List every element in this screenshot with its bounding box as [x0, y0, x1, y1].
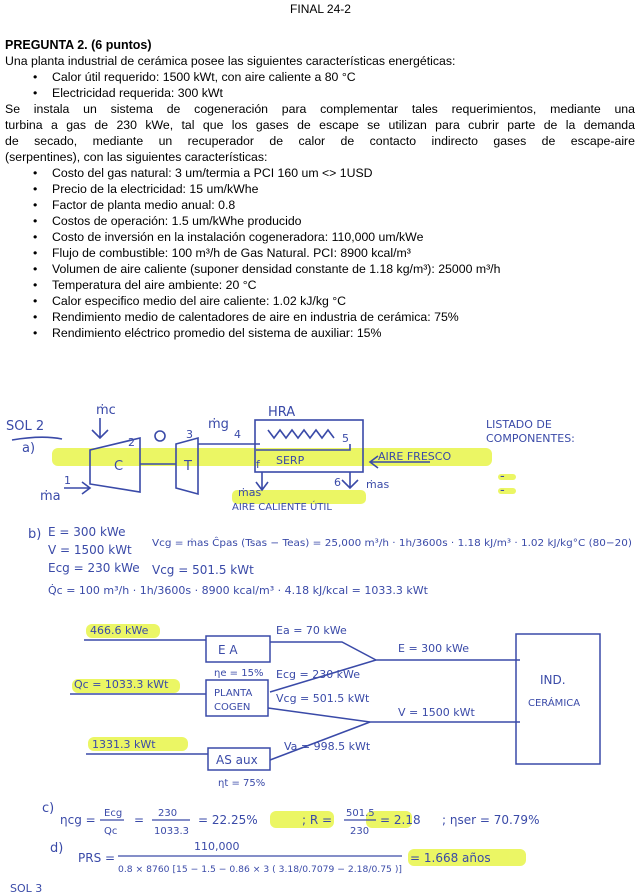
label-aire-fresco: AIRE FRESCO [378, 450, 452, 463]
eta-frac-num: Ecg [104, 808, 123, 819]
box-planta-2: COGEN [214, 702, 251, 713]
r-num: 501.5 [346, 808, 375, 819]
list-item: • Flujo de combustible: 100 m³/h de Gas Natural. PCI: 8900 kcal/m³ [0, 245, 500, 261]
list-item: • Factor de planta medio anual: 0.8 [0, 197, 500, 213]
label-mc: ṁc [96, 403, 116, 418]
list-item: • Costos de operación: 1.5 um/kWhe producido [0, 213, 500, 229]
p-ser: ; ηser = 70.79% [442, 813, 540, 827]
ea-input: 466.6 kWe [90, 624, 149, 637]
point-2: 2 [128, 436, 135, 449]
label-compressor: C [114, 459, 124, 474]
next-solution-label: SOL 3 [10, 882, 43, 894]
list-item: • Rendimiento eléctrico promedio del sistema de auxiliar: 15% [0, 325, 500, 341]
listado-mark-2: - [500, 483, 505, 498]
point-f: f [256, 458, 260, 471]
point-5: 5 [342, 432, 349, 445]
label-aire-caliente: AIRE CALIENTE ÚTIL [232, 502, 332, 513]
listado-line-2: COMPONENTES: [486, 432, 575, 445]
prs-lhs: PRS = [78, 851, 116, 865]
total-e: E = 300 kWe [398, 642, 470, 655]
eta-num: 230 [158, 808, 178, 819]
ea-output: Ea = 70 kWe [276, 624, 347, 637]
label-hra: HRA [268, 405, 296, 420]
eq-e: E = 300 kWe [48, 525, 126, 539]
paragraph-line: de secado, mediante un recuperador de calor de contacto indirecto gases de escape-aire [5, 134, 635, 148]
list-item: • Rendimiento medio de calentadores de aire en industria de cerámica: 75% [0, 309, 500, 325]
total-v: V = 1500 kWt [398, 706, 475, 719]
box-ea: E A [218, 643, 238, 657]
part-b-equations [28, 525, 632, 597]
part-a-label: a) [22, 441, 36, 456]
energy-flow-labels [74, 624, 580, 789]
as-output: Va = 998.5 kWt [284, 740, 371, 753]
question-intro: Una planta industrial de cerámica posee las siguientes características energéticas: [5, 54, 456, 68]
box-ind-1: IND. [540, 673, 566, 687]
prs-den: 0.8 × 8760 [15 − 1.5 − 0.86 × 3 ( 3.18/0.7079 − 2.18/0.75 )] [118, 865, 402, 875]
eq-qc: Q̇c = 100 m³/h · 1h/3600s · 8900 kcal/m³ · 4.18 kJ/kcal = 1033.3 kWt [48, 584, 428, 597]
box-as: AS aux [216, 753, 258, 767]
list-item: • Calor especifico medio del aire caliente: 1.02 kJ/kg °C [0, 293, 500, 309]
point-1: 1 [64, 474, 71, 487]
eq-vcg: Vcg = ṁas Ĉpas (Tsas − Teas) = 25,000 m³/h · 1h/3600s · 1.18 kJ/m³ · 1.02 kJ/kg°C (80−20) [152, 538, 613, 549]
r-lhs: ; R = [302, 813, 333, 827]
needs-list [0, 69, 356, 101]
as-efficiency: ηt = 75% [218, 778, 266, 789]
planta-ecg: Ecg = 230 kWe [276, 668, 361, 681]
eta-result: = 22.25% [198, 813, 258, 827]
part-c-label: c) [42, 801, 55, 816]
sol-label: SOL 2 [6, 419, 45, 434]
eta-den: 1033.3 [154, 826, 189, 837]
list-item: • Volumen de aire caliente (suponer densidad constante de 1.18 kg/m³): 25000 m³/h [0, 261, 500, 277]
paragraph-line: Se instala un sistema de cogeneración para complementar tales requerimientos, mediante una [5, 102, 635, 116]
box-ind-2: CERÁMICA [528, 698, 581, 709]
ea-efficiency: ηe = 15% [214, 668, 264, 679]
part-d-label: d) [50, 841, 64, 856]
planta-input: Qc = 1033.3 kWt [74, 678, 169, 691]
eq-ecg: Ecg = 230 kWe [48, 561, 140, 575]
solution-drawing [0, 388, 641, 894]
eta-lhs: ηcg = [60, 813, 96, 827]
list-item: • Costo del gas natural: 3 um/termia a PCI 160 um <> 1USD [0, 165, 500, 181]
label-mas-right: ṁas [366, 478, 390, 491]
list-item: • Electricidad requerida: 300 kWt [0, 85, 356, 101]
eq-vcg-result: Vcg = 501.5 kWt [152, 563, 254, 577]
planta-vcg: Vcg = 501.5 kWt [276, 692, 370, 705]
box-planta-1: PLANTA [214, 688, 253, 699]
handwritten-solution [0, 388, 641, 894]
as-input: 1331.3 kWt [92, 738, 156, 751]
point-3: 3 [186, 428, 193, 441]
list-item: • Temperatura del aire ambiente: 20 °C [0, 277, 500, 293]
paragraph-line: (serpentines), con las siguientes características: [5, 150, 268, 164]
specs-list [0, 165, 500, 341]
list-item: • Costo de inversión en la instalación cogeneradora: 110,000 um/kWe [0, 229, 500, 245]
listado-mark-1: - [500, 469, 505, 484]
label-serp: SERP [276, 454, 305, 467]
prs-result: = 1.668 años [410, 851, 491, 865]
eta-equals: = [134, 813, 145, 827]
list-item: • Precio de la electricidad: 15 um/kWhe [0, 181, 500, 197]
part-b-label: b) [28, 527, 42, 542]
eta-frac-den: Qc [104, 826, 118, 837]
r-den: 230 [350, 826, 370, 837]
part-d-equation [50, 840, 491, 875]
label-ma: ṁa [40, 489, 61, 504]
point-6: 6 [334, 476, 341, 489]
label-mg: ṁg [208, 417, 229, 432]
point-4: 4 [234, 428, 241, 441]
listado-line-1: LISTADO DE [486, 418, 552, 431]
prs-num: 110,000 [194, 840, 240, 853]
question-title: PREGUNTA 2. (6 puntos) [5, 38, 152, 52]
list-item: • Calor útil requerido: 1500 kWt, con aire caliente a 80 °C [0, 69, 356, 85]
question-text [0, 0, 641, 388]
r-result: = 2.18 [380, 813, 421, 827]
label-mas-left: ṁas [238, 486, 262, 499]
exam-header: FINAL 24-2 [290, 2, 351, 16]
label-turbine: T [184, 459, 192, 474]
paragraph-line: turbina a gas de 230 kWe, tal que los gases de escape se utilizan para cubrir parte de la demanda [5, 118, 635, 132]
eq-v: V = 1500 kWt [48, 543, 132, 557]
